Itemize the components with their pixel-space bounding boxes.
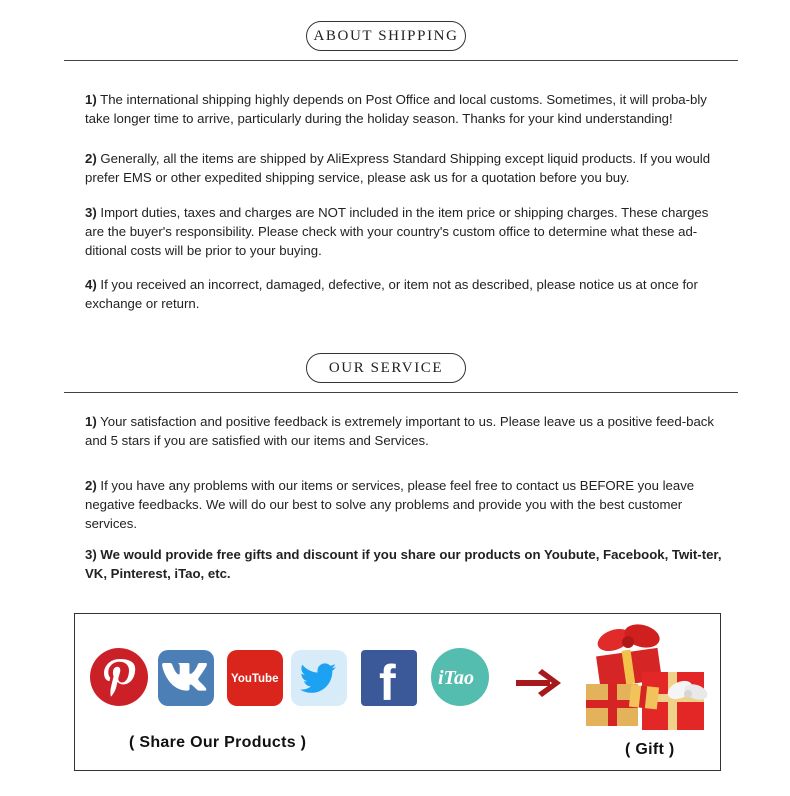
item-number: 4) xyxy=(85,277,97,292)
shipping-item-2 xyxy=(85,149,725,187)
item-number: 2) xyxy=(85,151,97,166)
share-products-caption: ( Share Our Products ) xyxy=(129,734,307,751)
shipping-item-4 xyxy=(85,275,725,313)
item-number: 3) xyxy=(85,547,97,562)
divider xyxy=(64,392,738,393)
service-item-3 xyxy=(85,545,725,583)
our-service-heading: OUR SERVICE xyxy=(306,353,466,383)
item-text: Your satisfaction and positive feedback is extremely important to us. Please leave us a positive feed-back and 5 stars if you are satisfied with our items and Services. xyxy=(85,414,714,448)
about-shipping-heading: ABOUT SHIPPING xyxy=(306,21,466,51)
shipping-item-3 xyxy=(85,203,725,260)
item-text: Import duties, taxes and charges are NOT included in the item price or shipping charges. These charges are the buyer's responsibility. Please check with your country's custom office to determine what these ad-ditional costs will be prior to your buying. xyxy=(85,205,709,258)
item-text: The international shipping highly depends on Post Office and local customs. Sometimes, it will proba-bly take longer time to arrive, particularly during the holiday season. Thanks for your kind understanding! xyxy=(85,92,707,126)
item-number: 1) xyxy=(85,92,97,107)
facebook-icon[interactable] xyxy=(361,650,417,706)
service-item-2 xyxy=(85,476,725,533)
item-text: We would provide free gifts and discount if you share our products on Youbute, Facebook, Twit-ter, VK, Pinterest, iTao, etc. xyxy=(85,547,722,581)
pinterest-icon[interactable] xyxy=(90,648,148,706)
gift-boxes-image xyxy=(584,620,714,740)
arrow-right-icon xyxy=(514,664,564,707)
item-text: Generally, all the items are shipped by AliExpress Standard Shipping except liquid products. If you would prefer EMS or other expedited shipping service, please ask us for a quotation before you buy. xyxy=(85,151,711,185)
youtube-logo-text: YouTube xyxy=(231,673,279,685)
gift-caption: ( Gift ) xyxy=(625,741,675,758)
itao-icon[interactable] xyxy=(431,648,489,706)
item-text: If you have any problems with our items or services, please feel free to contact us BEFORE you leave negative feedbacks. We will do our best to solve any problems and provide you with the best customer services. xyxy=(85,478,695,531)
item-number: 3) xyxy=(85,205,97,220)
facebook-logo-text: f xyxy=(379,655,396,706)
youtube-icon[interactable] xyxy=(227,650,283,706)
twitter-icon[interactable] xyxy=(291,650,347,706)
item-number: 1) xyxy=(85,414,97,429)
vk-icon[interactable] xyxy=(158,650,214,706)
shipping-item-1 xyxy=(85,90,725,128)
item-number: 2) xyxy=(85,478,97,493)
itao-logo-text: iTao xyxy=(438,667,474,689)
item-text: If you received an incorrect, damaged, defective, or item not as described, please notice us at once for exchange or return. xyxy=(85,277,698,311)
divider xyxy=(64,60,738,61)
service-item-1 xyxy=(85,412,725,450)
